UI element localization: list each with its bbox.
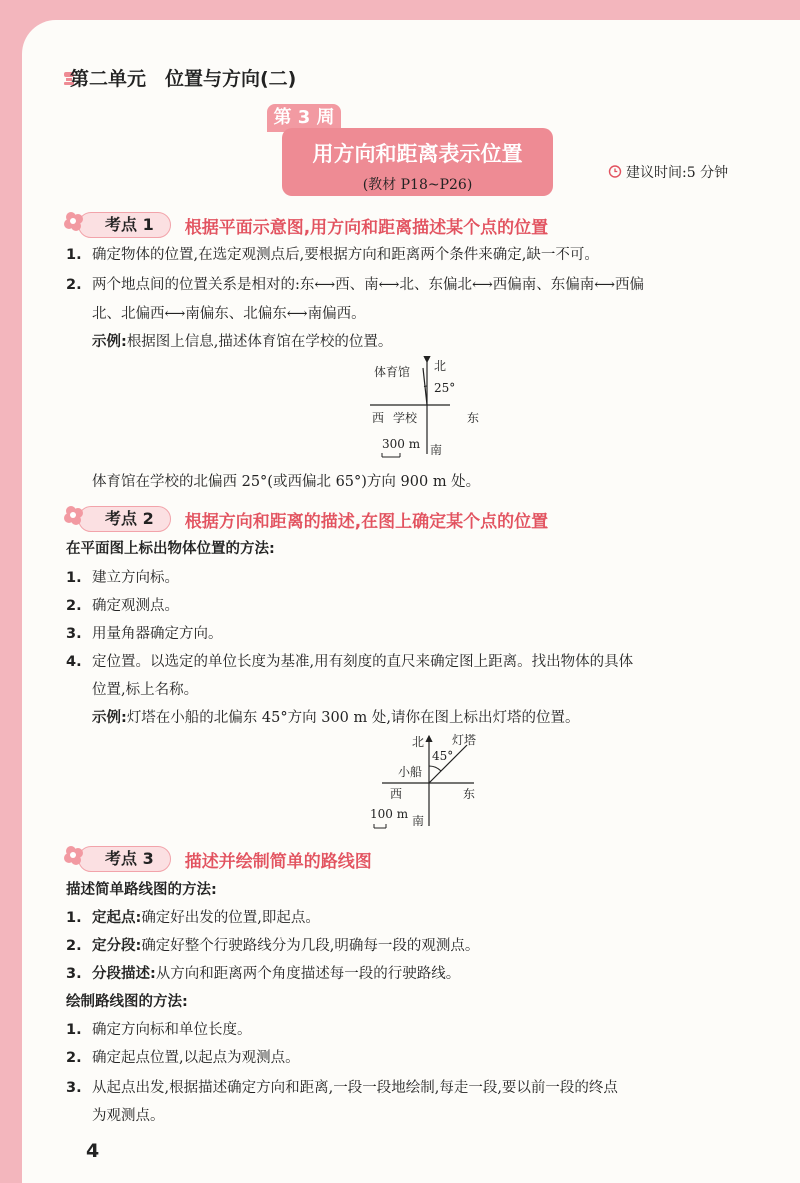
- kd2-north: 北: [412, 735, 425, 749]
- kd1-angle: 25°: [434, 381, 456, 395]
- kd2-item-1: 1. 建立方向标。: [66, 570, 179, 586]
- textbook-ref: (教材 P18~P26): [362, 177, 473, 193]
- kd2-item-2: 2. 确定观测点。: [66, 598, 179, 614]
- kd3-intro1: 描述简单路线图的方法:: [66, 882, 217, 898]
- kd3-label: 考点 3: [78, 846, 171, 872]
- kd1-example: 示例:根据图上信息,描述体育馆在学校的位置。: [92, 334, 393, 350]
- week-tag: 第 3 周: [267, 104, 341, 132]
- flower-icon: [62, 844, 88, 870]
- kd2-angle: 45°: [432, 749, 454, 763]
- kd1-north: 北: [434, 359, 447, 373]
- kd1-south: 南: [430, 443, 443, 457]
- kd3-item2-1: 1. 确定方向标和单位长度。: [66, 1022, 252, 1038]
- kd2-west: 西: [390, 787, 403, 801]
- flower-icon: [62, 210, 88, 236]
- kd1-item-2-cont: 北、北偏西⟷南偏东、北偏东⟷南偏西。: [92, 306, 366, 322]
- kd2-item-4-cont: 位置,标上名称。: [92, 682, 199, 698]
- clock-icon: [608, 164, 622, 178]
- kd1-east: 东: [467, 411, 480, 425]
- kd2-header: [78, 506, 548, 532]
- kd2-intro: 在平面图上标出物体位置的方法:: [66, 541, 275, 557]
- kd2-example: 示例:灯塔在小船的北偏东 45°方向 300 m 处,请你在图上标出灯塔的位置。: [92, 710, 580, 726]
- kd2-east: 东: [463, 787, 476, 801]
- kd1-center: 学校: [393, 411, 418, 425]
- kd3-item1-1: 1. 定起点:确定好出发的位置,即起点。: [66, 910, 320, 926]
- kd3-item2-3: 3. 从起点出发,根据描述确定方向和距离,一段一段地绘制,每走一段,要以前一段的终点: [66, 1080, 618, 1096]
- kd1-diagram: [360, 354, 500, 464]
- kd2-scale: 100 m: [370, 807, 409, 821]
- kd1-header: [78, 212, 548, 238]
- kd2-title: 根据方向和距离的描述,在图上确定某个点的位置: [184, 511, 549, 532]
- kd2-diagram: [366, 730, 506, 832]
- kd3-item1-3: 3. 分段描述:从方向和距离两个角度描述每一段的行驶路线。: [66, 966, 461, 982]
- kd3-item1-2: 2. 定分段:确定好整个行驶路线分为几段,明确每一段的观测点。: [66, 938, 480, 954]
- kd2-target: 灯塔: [452, 733, 477, 747]
- kd1-target: 体育馆: [374, 365, 411, 379]
- kd1-title: 根据平面示意图,用方向和距离描述某个点的位置: [184, 217, 549, 238]
- kd1-scale: 300 m: [382, 437, 421, 451]
- page-number: 4: [86, 1140, 100, 1162]
- unit-title: 第二单元 位置与方向(二): [70, 68, 297, 90]
- week-banner: [282, 128, 553, 196]
- kd3-title: 描述并绘制简单的路线图: [184, 851, 372, 872]
- flower-icon: [62, 504, 88, 530]
- kd2-center: 小船: [398, 765, 423, 779]
- kd1-answer: 体育馆在学校的北偏西 25°(或西偏北 65°)方向 900 m 处。: [92, 474, 481, 490]
- week-title: 用方向和距离表示位置: [312, 142, 523, 166]
- kd3-item2-2: 2. 确定起点位置,以起点为观测点。: [66, 1050, 300, 1066]
- kd2-south: 南: [412, 814, 425, 828]
- suggested-time: 建议时间:5 分钟: [626, 165, 729, 181]
- kd1-item-1: 1. 确定物体的位置,在选定观测点后,要根据方向和距离两个条件来确定,缺一不可。: [66, 247, 599, 263]
- kd3-intro2: 绘制路线图的方法:: [66, 994, 188, 1010]
- kd2-label: 考点 2: [78, 506, 171, 532]
- kd1-label: 考点 1: [78, 212, 171, 238]
- kd3-header: [78, 846, 372, 872]
- kd1-item-2: 2. 两个地点间的位置关系是相对的:东⟷西、南⟷北、东偏北⟷西偏南、东偏南⟷西偏: [66, 277, 645, 293]
- kd2-item-3: 3. 用量角器确定方向。: [66, 626, 223, 642]
- kd2-item-4: 4. 定位置。以选定的单位长度为基准,用有刻度的直尺来确定图上距离。找出物体的具体: [66, 654, 634, 670]
- kd1-west: 西: [372, 411, 385, 425]
- kd3-item2-3-cont: 为观测点。: [92, 1108, 165, 1124]
